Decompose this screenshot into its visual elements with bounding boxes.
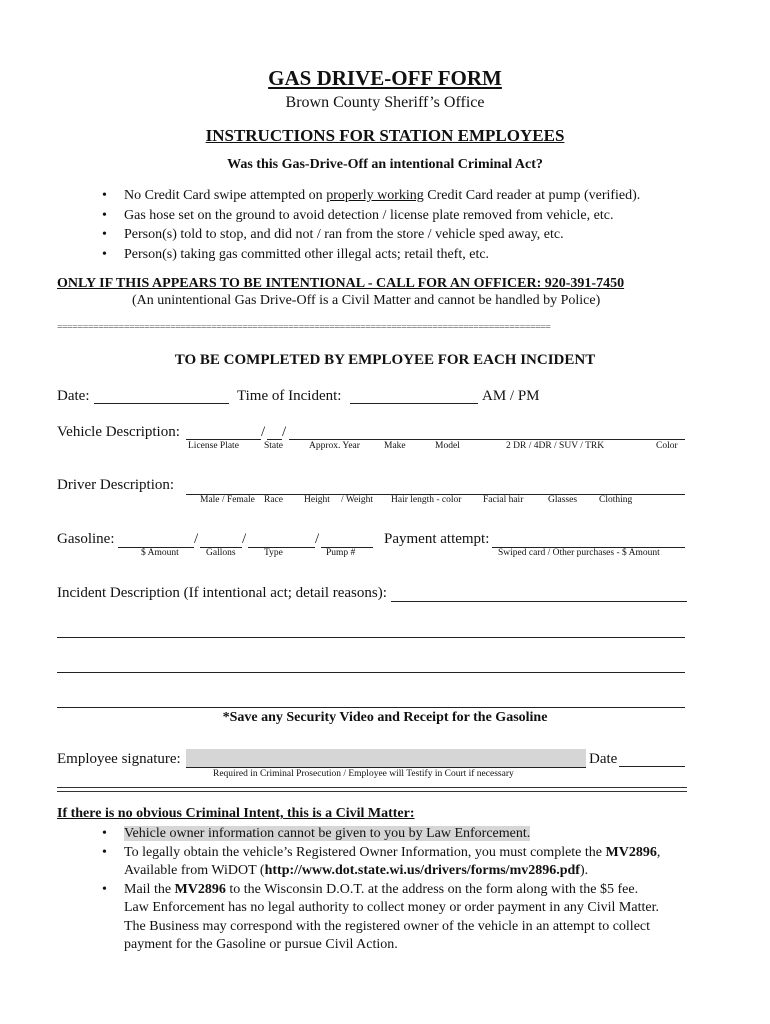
divider	[57, 791, 687, 792]
widot-link[interactable]: http://www.dot.state.wi.us/drivers/forms/mv2896.pdf	[264, 863, 580, 878]
signature-date-label: Date	[589, 751, 618, 767]
payment-attempt-label: Payment attempt:	[384, 531, 490, 547]
date-label: Date:	[57, 388, 90, 404]
incident-line-3[interactable]	[57, 672, 685, 673]
civil-text: to the Wisconsin D.O.T. at the address on the form along with the $5 fee.	[225, 881, 639, 897]
office-name: Brown County Sheriff’s Office	[285, 94, 485, 111]
caption-race: Race	[264, 495, 283, 505]
caption-type: Type	[264, 548, 283, 558]
incident-line-1[interactable]	[391, 601, 687, 602]
incident-line-2[interactable]	[57, 637, 685, 638]
civil-text: ,	[656, 844, 661, 860]
caption-height: Height	[304, 495, 330, 505]
caption-sex: Male / Female	[200, 495, 255, 505]
caption-gallons: Gallons	[206, 548, 236, 558]
criteria-item: • Person(s) told to stop, and did not / ran from the store / vehicle sped away, etc.	[100, 225, 640, 245]
am-pm-label: AM / PM	[482, 388, 540, 404]
criteria-item	[100, 186, 640, 206]
driver-label: Driver Description:	[57, 477, 175, 493]
caption-color: Color	[656, 441, 678, 451]
caption-body-type: 2 DR / 4DR / SUV / TRK	[506, 441, 605, 451]
signature-field[interactable]	[186, 749, 586, 768]
mv2896-form-name: MV2896	[174, 881, 226, 897]
caption-make: Make	[384, 441, 406, 451]
criteria-item: • Person(s) taking gas committed other illegal acts; retail theft, etc.	[100, 245, 640, 265]
field-divider: /	[315, 531, 320, 547]
time-label: Time of Incident:	[237, 388, 342, 404]
incident-line-4[interactable]	[57, 707, 685, 708]
civil-item	[100, 881, 660, 955]
signature-date-field[interactable]	[619, 766, 685, 767]
owner-info-note: Vehicle owner information cannot be given to you by Law Enforcement.	[124, 826, 531, 841]
civil-text: ).	[579, 863, 589, 878]
intent-question: Was this Gas-Drive-Off an intentional Criminal Act?	[227, 157, 543, 172]
criteria-list	[100, 186, 640, 264]
vehicle-details-field[interactable]	[289, 439, 685, 440]
properly-working-text: properly working	[326, 188, 424, 203]
civil-matter-heading: If there is no obvious Criminal Intent, this is a Civil Matter:	[57, 806, 415, 821]
field-divider: /	[194, 531, 199, 547]
civil-text: Available from WiDOT (	[124, 863, 265, 878]
caption-amount: $ Amount	[141, 548, 179, 558]
signature-caption: Required in Criminal Prosecution / Employee will Testify in Court if necessary	[213, 769, 514, 779]
caption-pump: Pump #	[326, 548, 356, 558]
divider	[57, 787, 687, 788]
instructions-heading: INSTRUCTIONS FOR STATION EMPLOYEES	[205, 126, 565, 145]
field-divider: /	[242, 531, 247, 547]
caption-hair: Hair length - color	[391, 495, 462, 505]
civil-text: Mail the	[124, 881, 175, 897]
caption-glasses: Glasses	[548, 495, 578, 505]
separator-line: ================================================================================================	[57, 322, 551, 333]
criteria-item: • Gas hose set on the ground to avoid detection / license plate removed from vehicle, etc.	[100, 206, 640, 226]
security-video-note: *Save any Security Video and Receipt for the Gasoline	[222, 710, 548, 725]
civil-text: To legally obtain the vehicle’s Registered Owner Information, you must complete the	[124, 844, 606, 860]
vehicle-label: Vehicle Description:	[57, 424, 180, 440]
incident-label: Incident Description (If intentional act; detail reasons):	[57, 585, 387, 601]
mv2896-form-name: MV2896	[605, 844, 657, 860]
caption-clothing: Clothing	[599, 495, 633, 505]
civil-note: (An unintentional Gas Drive-Off is a Civil Matter and cannot be handled by Police)	[132, 293, 601, 308]
time-field[interactable]	[350, 403, 478, 404]
caption-state: State	[264, 441, 283, 451]
civil-text: The Business may correspond with the registered owner of the vehicle in an attempt to collect	[124, 918, 651, 934]
caption-payment: Swiped card / Other purchases - $ Amount	[498, 548, 660, 558]
caption-license-plate: License Plate	[188, 441, 239, 451]
state-field[interactable]	[267, 439, 282, 440]
gasoline-label: Gasoline:	[57, 531, 115, 547]
field-divider: /	[261, 424, 266, 440]
caption-model: Model	[435, 441, 460, 451]
civil-text: Law Enforcement has no legal authority to collect money or order payment in any Civil Matter.	[124, 900, 659, 915]
caption-facial-hair: Facial hair	[483, 495, 524, 505]
criteria-text: Credit Card reader at pump (verified).	[423, 188, 641, 203]
date-field[interactable]	[94, 403, 229, 404]
criteria-text: No Credit Card swipe attempted on	[124, 188, 327, 203]
license-plate-field[interactable]	[186, 439, 261, 440]
form-title: GAS DRIVE-OFF FORM	[268, 66, 502, 90]
signature-label: Employee signature:	[57, 751, 181, 767]
caption-year: Approx. Year	[309, 441, 360, 451]
caption-weight: / Weight	[341, 495, 374, 505]
civil-text: payment for the Gasoline or pursue Civil Action.	[124, 937, 398, 952]
employee-section-heading: TO BE COMPLETED BY EMPLOYEE FOR EACH INCIDENT	[174, 352, 596, 368]
civil-item	[100, 844, 660, 881]
civil-item	[100, 825, 660, 844]
civil-matter-list	[100, 825, 660, 955]
call-officer-warning: ONLY IF THIS APPEARS TO BE INTENTIONAL - CALL FOR AN OFFICER: 920-391-7450	[57, 276, 625, 291]
field-divider: /	[282, 424, 287, 440]
